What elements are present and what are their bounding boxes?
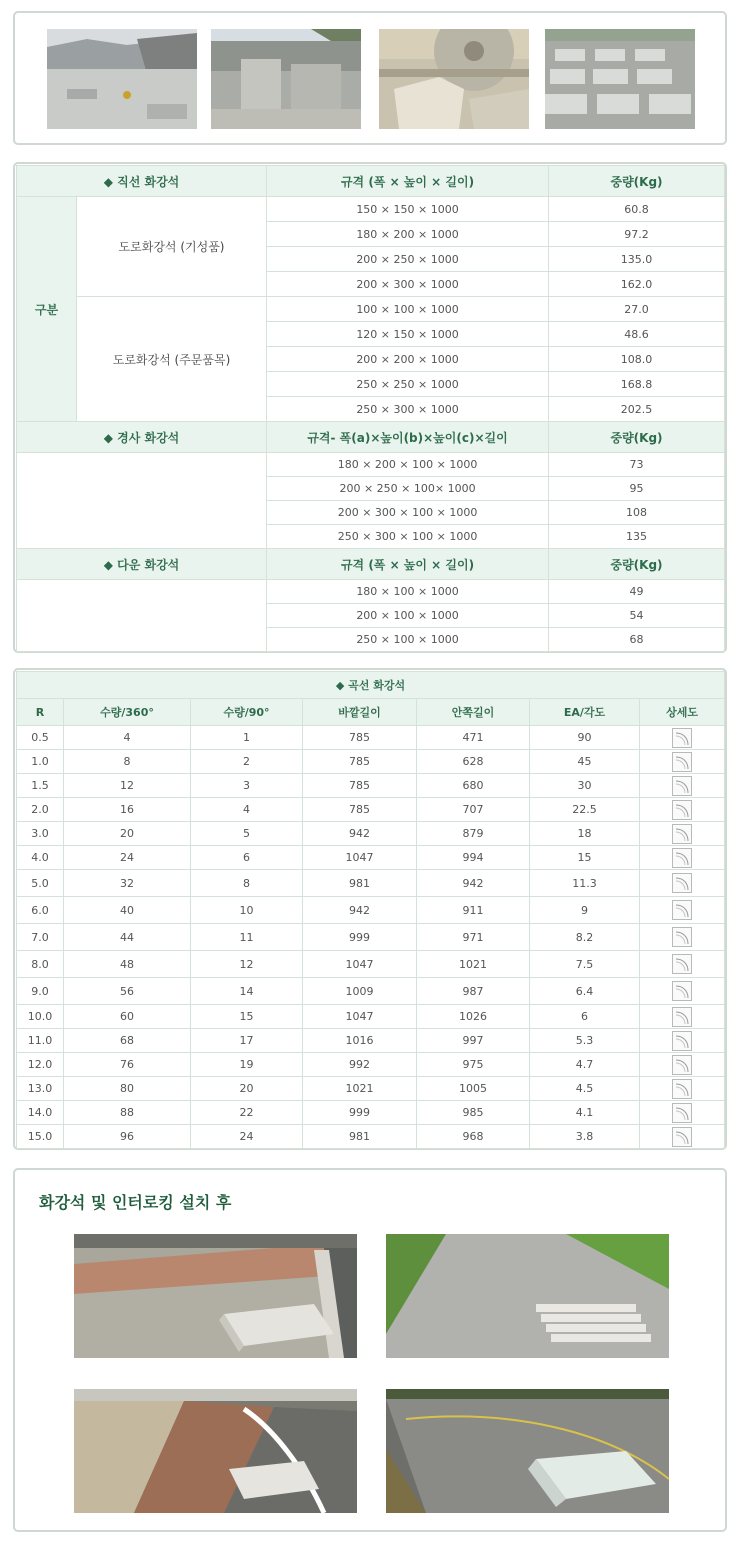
table-row — [17, 1125, 725, 1149]
table-row — [17, 978, 725, 1005]
detail-drawing-thumbnail[interactable] — [672, 848, 692, 868]
slope-blank-cell — [17, 453, 267, 549]
slope-weight-header: 중량(Kg) — [549, 422, 725, 453]
col-qty-360-cell: 44 — [64, 924, 191, 951]
col-inner-length-cell: 1005 — [417, 1077, 530, 1101]
col-qty-360-cell: 12 — [64, 774, 191, 798]
col-r-cell: 12.0 — [17, 1053, 64, 1077]
installation-title: 화강석 및 인터로킹 설치 후 — [39, 1193, 232, 1212]
detail-cell — [640, 774, 725, 798]
col-inner-length-cell: 707 — [417, 798, 530, 822]
col-ea-angle-cell: 4.5 — [530, 1077, 640, 1101]
detail-cell — [640, 897, 725, 924]
detail-drawing-thumbnail[interactable] — [672, 800, 692, 820]
detail-cell — [640, 1029, 725, 1053]
col-inner-length-cell: 942 — [417, 870, 530, 897]
down-title: ◆ 다운 화강석 — [17, 549, 267, 580]
col-inner-length-cell: 1026 — [417, 1005, 530, 1029]
detail-drawing-thumbnail[interactable] — [672, 1127, 692, 1147]
col-qty-90-cell: 10 — [191, 897, 303, 924]
col-outer-length-cell: 1009 — [303, 978, 417, 1005]
group-label: 구분 — [17, 197, 77, 422]
straight-weight-header: 중량(Kg) — [549, 166, 725, 197]
col-outer-length-cell: 1047 — [303, 1005, 417, 1029]
slope-title: ◆ 경사 화강석 — [17, 422, 267, 453]
table-row — [17, 1029, 725, 1053]
col-outer-length-cell: 981 — [303, 870, 417, 897]
col-ea-angle-cell: 7.5 — [530, 951, 640, 978]
spec-cell: 200 × 250 × 100× 1000 — [267, 477, 549, 501]
detail-drawing-thumbnail[interactable] — [672, 954, 692, 974]
install-photo-road-grass — [386, 1234, 669, 1358]
col-qty-360-cell: 24 — [64, 846, 191, 870]
col-r-cell: 1.0 — [17, 750, 64, 774]
curve-table-body — [17, 726, 725, 1149]
col-inner-length-cell: 994 — [417, 846, 530, 870]
table-row — [17, 1053, 725, 1077]
detail-cell — [640, 798, 725, 822]
col-qty-90-cell: 4 — [191, 798, 303, 822]
col-inner-length-cell: 680 — [417, 774, 530, 798]
detail-cell — [640, 1005, 725, 1029]
weight-cell: 27.0 — [549, 297, 725, 322]
spec-cell: 250 × 300 × 100 × 1000 — [267, 525, 549, 549]
col-qty-90-cell: 12 — [191, 951, 303, 978]
spec-cell: 250 × 100 × 1000 — [267, 628, 549, 652]
table-row — [17, 951, 725, 978]
col-qty-360-cell: 80 — [64, 1077, 191, 1101]
detail-cell — [640, 1101, 725, 1125]
weight-cell: 48.6 — [549, 322, 725, 347]
table-row — [17, 453, 725, 477]
table-row — [17, 1005, 725, 1029]
col-ea-angle-cell: 3.8 — [530, 1125, 640, 1149]
col-outer-length-cell: 1021 — [303, 1077, 417, 1101]
installation-panel — [13, 1168, 727, 1532]
straight-spec-header: 규격 (폭 × 높이 × 길이) — [267, 166, 549, 197]
weight-cell: 108 — [549, 501, 725, 525]
detail-drawing-thumbnail[interactable] — [672, 824, 692, 844]
col-qty-90-cell: 5 — [191, 822, 303, 846]
table-row — [17, 846, 725, 870]
curve-title: ◆ 곡선 화강석 — [17, 672, 725, 699]
col-qty-360-cell: 20 — [64, 822, 191, 846]
spec-cell: 250 × 250 × 1000 — [267, 372, 549, 397]
detail-cell — [640, 1077, 725, 1101]
curve-granite-panel — [13, 668, 727, 1150]
table-row — [17, 1101, 725, 1125]
detail-drawing-thumbnail[interactable] — [672, 873, 692, 893]
col-inner-length-cell: 987 — [417, 978, 530, 1005]
subgroup-label-order: 도로화강석 (주문품목) — [77, 297, 267, 422]
table-row — [17, 798, 725, 822]
col-qty-90-cell: 6 — [191, 846, 303, 870]
col-inner-length-cell: 985 — [417, 1101, 530, 1125]
col-qty-360-cell: 32 — [64, 870, 191, 897]
col-inner-length-cell: 628 — [417, 750, 530, 774]
weight-cell: 73 — [549, 453, 725, 477]
install-photo-curve-road — [386, 1389, 669, 1513]
col-qty-90-cell: 17 — [191, 1029, 303, 1053]
col-qty-360-cell: 48 — [64, 951, 191, 978]
col-outer-length-cell: 981 — [303, 1125, 417, 1149]
detail-cell — [640, 870, 725, 897]
down-blank-cell — [17, 580, 267, 652]
col-qty-360-cell: 88 — [64, 1101, 191, 1125]
detail-drawing-thumbnail[interactable] — [672, 752, 692, 772]
col-ea-angle-cell: 6 — [530, 1005, 640, 1029]
col-r-cell: 6.0 — [17, 897, 64, 924]
detail-drawing-thumbnail[interactable] — [672, 927, 692, 947]
detail-drawing-thumbnail[interactable] — [672, 1079, 692, 1099]
col-ea-angle-cell: 5.3 — [530, 1029, 640, 1053]
weight-cell: 95 — [549, 477, 725, 501]
col-outer-length-cell: 785 — [303, 750, 417, 774]
table-row — [17, 924, 725, 951]
col-ea-angle-cell: 9 — [530, 897, 640, 924]
col-ea-angle-header: EA/각도 — [530, 699, 640, 726]
table-row — [17, 726, 725, 750]
straight-title: ◆ 직선 화강석 — [17, 166, 267, 197]
col-inner-length-header: 안쪽길이 — [417, 699, 530, 726]
weight-cell: 135 — [549, 525, 725, 549]
spec-cell: 200 × 200 × 1000 — [267, 347, 549, 372]
weight-cell: 162.0 — [549, 272, 725, 297]
col-qty-360-header: 수량/360° — [64, 699, 191, 726]
col-r-cell: 5.0 — [17, 870, 64, 897]
straight-header-row — [17, 166, 725, 197]
col-qty-90-cell: 1 — [191, 726, 303, 750]
col-outer-length-cell: 785 — [303, 774, 417, 798]
col-inner-length-cell: 968 — [417, 1125, 530, 1149]
col-qty-90-cell: 8 — [191, 870, 303, 897]
col-inner-length-cell: 879 — [417, 822, 530, 846]
col-r-cell: 8.0 — [17, 951, 64, 978]
weight-cell: 68 — [549, 628, 725, 652]
table-row — [17, 822, 725, 846]
detail-drawing-thumbnail[interactable] — [672, 900, 692, 920]
install-photo-sidewalk — [74, 1234, 357, 1358]
spec-cell: 180 × 200 × 100 × 1000 — [267, 453, 549, 477]
curve-title-row — [17, 672, 725, 699]
col-outer-length-cell: 942 — [303, 822, 417, 846]
table-row — [17, 774, 725, 798]
down-header-row — [17, 549, 725, 580]
detail-cell — [640, 951, 725, 978]
col-r-cell: 14.0 — [17, 1101, 64, 1125]
col-qty-90-cell: 24 — [191, 1125, 303, 1149]
weight-cell: 60.8 — [549, 197, 725, 222]
col-qty-90-header: 수량/90° — [191, 699, 303, 726]
col-r-cell: 4.0 — [17, 846, 64, 870]
table-row — [17, 580, 725, 604]
curve-column-header-row — [17, 699, 725, 726]
col-inner-length-cell: 471 — [417, 726, 530, 750]
col-outer-length-cell: 1047 — [303, 846, 417, 870]
col-r-cell: 3.0 — [17, 822, 64, 846]
detail-cell — [640, 978, 725, 1005]
col-outer-length-cell: 785 — [303, 726, 417, 750]
col-qty-360-cell: 56 — [64, 978, 191, 1005]
detail-cell — [640, 924, 725, 951]
detail-drawing-thumbnail[interactable] — [672, 1031, 692, 1051]
table-row — [17, 197, 725, 222]
granite-spec-table — [16, 165, 725, 652]
col-qty-360-cell: 96 — [64, 1125, 191, 1149]
col-qty-90-cell: 15 — [191, 1005, 303, 1029]
slope-header-row — [17, 422, 725, 453]
col-outer-length-cell: 999 — [303, 1101, 417, 1125]
col-r-cell: 15.0 — [17, 1125, 64, 1149]
spec-cell: 200 × 300 × 1000 — [267, 272, 549, 297]
col-r-cell: 9.0 — [17, 978, 64, 1005]
col-r-cell: 2.0 — [17, 798, 64, 822]
col-ea-angle-cell: 11.3 — [530, 870, 640, 897]
detail-cell — [640, 1125, 725, 1149]
col-qty-90-cell: 22 — [191, 1101, 303, 1125]
col-qty-90-cell: 11 — [191, 924, 303, 951]
col-r-cell: 0.5 — [17, 726, 64, 750]
table-row — [17, 870, 725, 897]
detail-cell — [640, 750, 725, 774]
detail-drawing-thumbnail[interactable] — [672, 1103, 692, 1123]
col-ea-angle-cell: 18 — [530, 822, 640, 846]
col-r-cell: 13.0 — [17, 1077, 64, 1101]
spec-cell: 200 × 300 × 100 × 1000 — [267, 501, 549, 525]
detail-drawing-thumbnail[interactable] — [672, 1007, 692, 1027]
col-ea-angle-cell: 6.4 — [530, 978, 640, 1005]
install-photo-curve-walk — [74, 1389, 357, 1513]
spec-cell: 120 × 150 × 1000 — [267, 322, 549, 347]
weight-cell: 108.0 — [549, 347, 725, 372]
subgroup-label-stock: 도로화강석 (기성품) — [77, 197, 267, 297]
col-ea-angle-cell: 30 — [530, 774, 640, 798]
col-inner-length-cell: 997 — [417, 1029, 530, 1053]
quarry-photo-1 — [47, 29, 197, 129]
col-outer-length-cell: 992 — [303, 1053, 417, 1077]
col-outer-length-cell: 1016 — [303, 1029, 417, 1053]
col-qty-90-cell: 14 — [191, 978, 303, 1005]
detail-drawing-thumbnail[interactable] — [672, 728, 692, 748]
stone-stock-photo — [545, 29, 695, 129]
col-r-cell: 1.5 — [17, 774, 64, 798]
detail-cell — [640, 822, 725, 846]
col-qty-360-cell: 76 — [64, 1053, 191, 1077]
col-inner-length-cell: 975 — [417, 1053, 530, 1077]
col-outer-length-cell: 1047 — [303, 951, 417, 978]
col-inner-length-cell: 911 — [417, 897, 530, 924]
detail-cell — [640, 846, 725, 870]
quarry-photo-2 — [211, 29, 361, 129]
col-outer-length-header: 바깥길이 — [303, 699, 417, 726]
spec-cell: 200 × 100 × 1000 — [267, 604, 549, 628]
col-ea-angle-cell: 8.2 — [530, 924, 640, 951]
col-inner-length-cell: 1021 — [417, 951, 530, 978]
detail-drawing-thumbnail[interactable] — [672, 1055, 692, 1075]
table-row — [17, 297, 725, 322]
col-qty-360-cell: 4 — [64, 726, 191, 750]
down-weight-header: 중량(Kg) — [549, 549, 725, 580]
col-detail-header: 상세도 — [640, 699, 725, 726]
spec-cell: 180 × 100 × 1000 — [267, 580, 549, 604]
spec-cell: 250 × 300 × 1000 — [267, 397, 549, 422]
col-r-cell: 11.0 — [17, 1029, 64, 1053]
col-r-header: R — [17, 699, 64, 726]
spec-cell: 100 × 100 × 1000 — [267, 297, 549, 322]
weight-cell: 97.2 — [549, 222, 725, 247]
col-qty-360-cell: 16 — [64, 798, 191, 822]
col-outer-length-cell: 942 — [303, 897, 417, 924]
curve-granite-table — [16, 671, 725, 1149]
detail-drawing-thumbnail[interactable] — [672, 776, 692, 796]
detail-drawing-thumbnail[interactable] — [672, 981, 692, 1001]
table-row — [17, 750, 725, 774]
col-r-cell: 7.0 — [17, 924, 64, 951]
col-qty-360-cell: 40 — [64, 897, 191, 924]
spec-cell: 150 × 150 × 1000 — [267, 197, 549, 222]
stone-saw-photo — [379, 29, 529, 129]
col-ea-angle-cell: 90 — [530, 726, 640, 750]
quarry-photo-strip — [13, 11, 727, 145]
detail-cell — [640, 1053, 725, 1077]
weight-cell: 168.8 — [549, 372, 725, 397]
weight-cell: 54 — [549, 604, 725, 628]
col-ea-angle-cell: 4.7 — [530, 1053, 640, 1077]
col-r-cell: 10.0 — [17, 1005, 64, 1029]
table-row — [17, 897, 725, 924]
col-qty-90-cell: 19 — [191, 1053, 303, 1077]
weight-cell: 49 — [549, 580, 725, 604]
col-qty-90-cell: 20 — [191, 1077, 303, 1101]
col-outer-length-cell: 785 — [303, 798, 417, 822]
straight-granite-spec-panel — [13, 162, 727, 653]
col-ea-angle-cell: 45 — [530, 750, 640, 774]
col-ea-angle-cell: 4.1 — [530, 1101, 640, 1125]
spec-cell: 180 × 200 × 1000 — [267, 222, 549, 247]
table-row — [17, 1077, 725, 1101]
slope-spec-header: 규격- 폭(a)×높이(b)×높이(c)×길이 — [267, 422, 549, 453]
col-ea-angle-cell: 22.5 — [530, 798, 640, 822]
col-ea-angle-cell: 15 — [530, 846, 640, 870]
weight-cell: 202.5 — [549, 397, 725, 422]
spec-cell: 200 × 250 × 1000 — [267, 247, 549, 272]
col-qty-90-cell: 2 — [191, 750, 303, 774]
col-outer-length-cell: 999 — [303, 924, 417, 951]
col-qty-360-cell: 8 — [64, 750, 191, 774]
col-qty-360-cell: 68 — [64, 1029, 191, 1053]
weight-cell: 135.0 — [549, 247, 725, 272]
down-spec-header: 규격 (폭 × 높이 × 길이) — [267, 549, 549, 580]
col-inner-length-cell: 971 — [417, 924, 530, 951]
col-qty-360-cell: 60 — [64, 1005, 191, 1029]
detail-cell — [640, 726, 725, 750]
col-qty-90-cell: 3 — [191, 774, 303, 798]
